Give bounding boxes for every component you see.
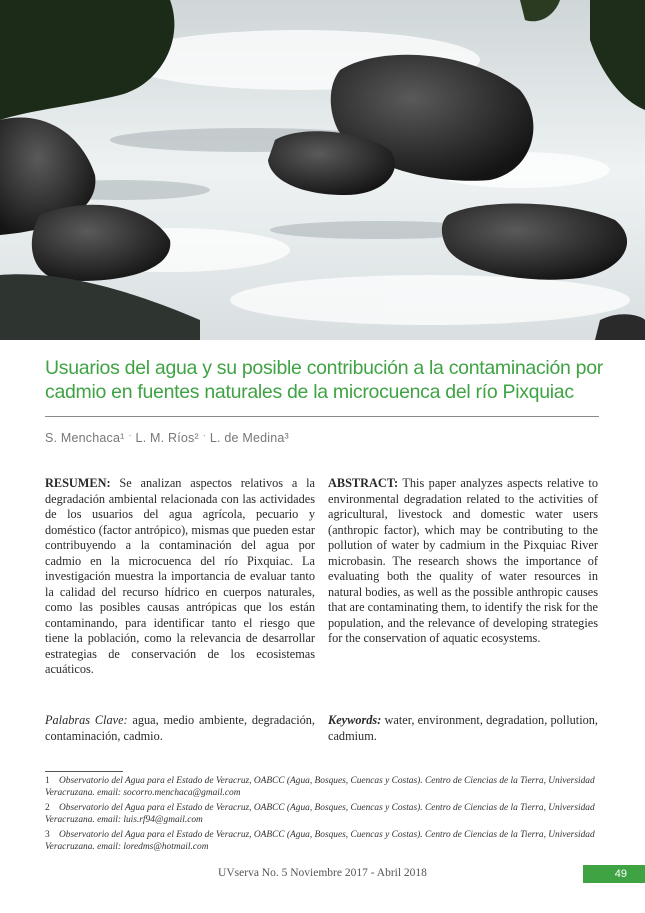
keywords-label: Keywords: [328, 713, 382, 727]
footnote-number: 2 [45, 802, 50, 813]
footnote [45, 775, 601, 800]
article-title: Usuarios del agua y su posible contribución a la contaminación por cadmio en fuentes naturales de la microcuenca del río Pixquiac [45, 357, 603, 403]
river-photo-illustration [0, 0, 645, 340]
palabras-clave [45, 713, 315, 744]
footnote-text: Observatorio del Agua para el Estado de Veracruz, OABCC (Agua, Bosques, Cuencas y Costas). Centro de Ciencias de la Tierra, Universidad Veracruzana. email: loredms@hotmail.com [45, 829, 595, 853]
footnotes [45, 775, 601, 855]
palabras-label: Palabras Clave: [45, 713, 128, 727]
abstract-block [328, 476, 598, 647]
resumen-text: Se analizan aspectos relativos a la degradación ambiental relacionada con las actividades de los usuarios del agua agrícola, pecuario y doméstico (factor antrópico), mismas que pueden estar contribuyendo a la contaminación del agua por cadmio en la microcuenca del río Pixquiac. La investigación muestra la importancia de evaluar tanto la calidad del recurso hídrico en cuerpos naturales, como las posibles causas antrópicas que los están contaminando, para identificar tanto el riesgo que tiene la población, como la relevancia de desarrollar estrategias de conservación de los ecosistemas acuáticos. [45, 476, 315, 676]
footnote [45, 802, 601, 827]
resumen-label: RESUMEN: [45, 476, 111, 490]
footnote-number: 3 [45, 829, 50, 840]
footnote-divider [45, 771, 123, 772]
abstract-text: This paper analyzes aspects relative to environmental degradation related to the activities of agricultural, livestock and domestic water users (anthropic factor), which may be contributing to the pollution of water by cadmium in the Pixquiac River microbasin. The research shows the importance of evaluating both the quality of water resources in natural bodies, as well as the possible anthropic causes that are contaminating them, to identify the risk for the population, and the relevance of developing strategies for the conservation of aquatic ecosystems. [328, 476, 598, 645]
journal-footer: UVserva No. 5 Noviembre 2017 - Abril 2018 [218, 867, 427, 879]
title-divider [45, 416, 599, 417]
footnote-number: 1 [45, 776, 50, 786]
footnote-text: Observatorio del Agua para el Estado de Veracruz, OABCC (Agua, Bosques, Cuencas y Costas). Centro de Ciencias de la Tierra, Universidad Veracruzana. email: luis.rf94@gmail.com [45, 802, 595, 826]
authors-line: S. Menchaca¹ ˑ L. M. Ríos² ˑ L. de Medina³ [45, 431, 289, 445]
footnote [45, 829, 601, 854]
abstract-label: ABSTRACT: [328, 476, 399, 490]
footnote-text: Observatorio del Agua para el Estado de Veracruz, OABCC (Agua, Bosques, Cuencas y Costas). Centro de Ciencias de la Tierra, Universidad Veracruzana. email: socorro.menchaca@gmail.com [45, 776, 595, 799]
keywords-text: water, environment, degradation, pollution, cadmium. [328, 713, 598, 743]
keywords [328, 713, 598, 744]
resumen-block [45, 476, 315, 678]
page-number: 49 [583, 865, 645, 883]
hero-photo-river-rocks [0, 0, 645, 340]
palabras-text: agua, medio ambiente, degradación, contaminación, cadmio. [45, 713, 316, 743]
